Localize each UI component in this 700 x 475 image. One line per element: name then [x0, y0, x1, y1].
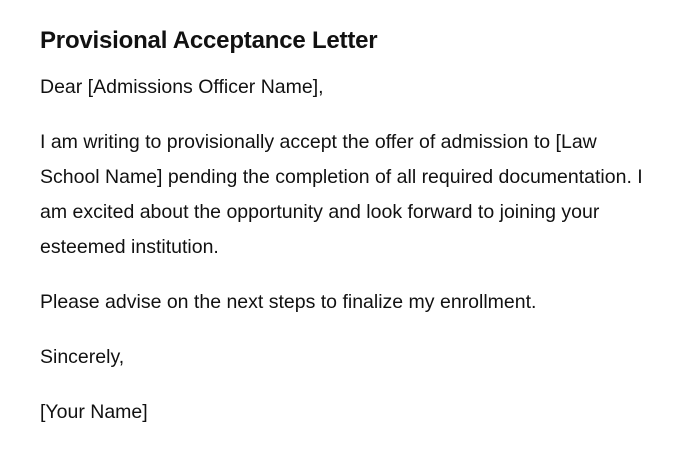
request-paragraph: Please advise on the next steps to finalize my enrollment.	[40, 291, 537, 313]
salutation: Dear [Admissions Officer Name],	[40, 76, 324, 98]
body-paragraph: I am writing to provisionally accept the offer of admission to [Law School Name] pending the completion of all required documentation. I am excited about the opportunity and look forward to joining your esteemed institution.	[40, 131, 643, 258]
signature: [Your Name]	[40, 401, 148, 423]
letter	[40, 26, 660, 450]
letter-title: Provisional Acceptance Letter	[40, 27, 378, 54]
closing: Sincerely,	[40, 346, 125, 368]
